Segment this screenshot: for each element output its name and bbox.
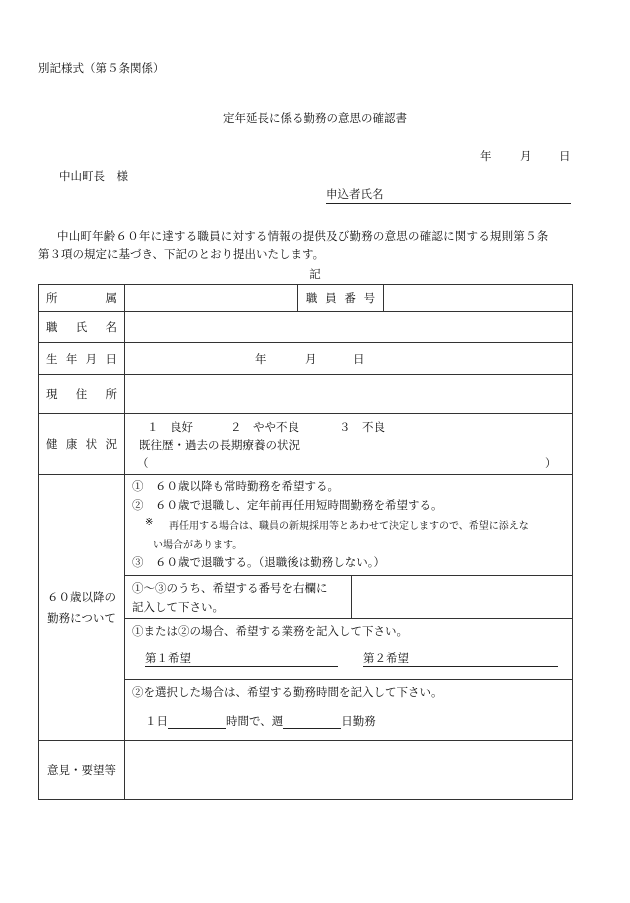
first-choice-label: 第１希望	[145, 651, 191, 665]
health-option-fair[interactable]: ２ やや不良	[230, 419, 299, 434]
birth-year-label: 年	[255, 351, 267, 366]
hours-mid: 時間で、週	[226, 714, 284, 728]
note-mark: ※	[145, 517, 154, 528]
birthdate-label-cell	[39, 343, 125, 375]
affiliation-label-char: 所	[46, 291, 58, 305]
address-row	[39, 375, 573, 414]
position-name-label-cell	[39, 312, 125, 343]
hours-line	[145, 713, 376, 729]
document-title: 定年延長に係る勤務の意思の確認書	[223, 111, 407, 125]
work-label-line-2: 勤務について	[47, 610, 116, 625]
second-choice-label: 第２希望	[363, 651, 409, 665]
health-label-char: 健	[46, 437, 58, 451]
date-month-label: 月	[520, 149, 532, 163]
staff-number-label-char: 号	[363, 291, 376, 305]
position-name-label-char: 氏	[75, 320, 88, 334]
paren-open: （	[137, 455, 149, 470]
chosen-number-input-cell[interactable]	[352, 576, 572, 618]
birthdate-row	[39, 343, 573, 375]
position-name-input-cell[interactable]	[125, 312, 573, 343]
medical-history-label: 既往歴・過去の長期療養の状況	[139, 437, 300, 452]
choose-line-2: 記入して下さい。	[132, 600, 224, 614]
work-after-60-row	[39, 475, 573, 741]
staff-number-label	[297, 285, 384, 311]
birthdate-label-char: 日	[105, 351, 117, 366]
birthdate-label-char: 生	[46, 351, 58, 366]
opinion-input-cell[interactable]	[125, 741, 573, 800]
applicant-name-field[interactable]	[326, 186, 571, 204]
choose-number-block	[125, 575, 572, 618]
health-label-cell	[39, 414, 125, 475]
health-option-poor[interactable]: ３ 不良	[339, 419, 385, 434]
work-after-60-label-cell	[39, 475, 125, 741]
address-label-char: 住	[75, 387, 88, 401]
birth-day-label: 日	[353, 351, 365, 366]
duty-instruction: ①または②の場合、希望する業務を記入して下さい。	[132, 624, 408, 638]
hours-instruction: ②を選択した場合は、希望する勤務時間を記入して下さい。	[132, 685, 443, 699]
health-label-char: 康	[65, 437, 78, 451]
position-name-row	[39, 312, 573, 343]
desired-hours-block	[125, 679, 572, 740]
work-options-block	[125, 475, 572, 575]
note-line-2: い場合があります。	[153, 540, 243, 551]
birthdate-label-char: 月	[85, 351, 98, 366]
opinion-label: 意見・要望等	[47, 763, 116, 777]
intro-line-1: 中山町年齢６０年に達する職員に対する情報の提供及び勤務の意思の確認に関する規則第５条	[57, 229, 549, 243]
staff-number-label-char: 職	[305, 291, 318, 305]
opinion-label-cell	[39, 741, 125, 800]
health-input-cell[interactable]	[125, 414, 573, 475]
hours-prefix: １日	[145, 714, 168, 728]
choose-line-1: ①～③のうち、希望する番号を右欄に	[132, 581, 328, 595]
work-option-1[interactable]: ① ６０歳以降も常時勤務を希望する。	[132, 479, 339, 493]
affiliation-label-char: 属	[105, 291, 117, 305]
address-input-cell[interactable]	[125, 375, 573, 414]
health-row	[39, 414, 573, 475]
opinion-row	[39, 741, 573, 800]
work-label-line-1: ６０歳以降の	[47, 589, 116, 604]
staff-number-label-char: 員	[325, 291, 337, 305]
date-year-label: 年	[480, 149, 492, 163]
first-choice-field[interactable]	[145, 650, 338, 667]
health-label-char: 況	[105, 437, 117, 451]
birthdate-input-cell[interactable]	[125, 343, 573, 375]
paren-close: ）	[545, 455, 557, 470]
address-label-char: 所	[105, 387, 117, 401]
choose-number-instructions	[125, 576, 352, 618]
work-option-2[interactable]: ② ６０歳で退職し、定年前再任用短時間勤務を希望する。	[132, 498, 443, 512]
second-choice-field[interactable]	[363, 650, 558, 667]
applicant-name-label: 申込者氏名	[326, 187, 384, 201]
ki-heading: 記	[309, 267, 321, 281]
health-label-char: 状	[85, 437, 98, 451]
date-day-label: 日	[559, 149, 571, 163]
desired-duty-block	[125, 618, 572, 679]
birth-month-label: 月	[305, 351, 317, 366]
health-option-good[interactable]: １ 良好	[147, 419, 193, 434]
address-label-char: 現	[46, 387, 58, 401]
hours-suffix: 日勤務	[341, 714, 376, 728]
form-reference: 別記様式（第５条関係）	[38, 61, 165, 75]
addressee: 中山町長 様	[59, 169, 128, 183]
intro-line-2: 第３項の規定に基づき、下記のとおり提出いたします。	[38, 247, 325, 261]
note-line-1: 再任用する場合は、職員の新規採用等とあわせて決定しますので、希望に添えな	[169, 521, 529, 532]
position-name-label-char: 名	[105, 320, 117, 334]
address-label-cell	[39, 375, 125, 414]
work-option-3[interactable]: ③ ６０歳で退職する。（退職後は勤務しない。）	[132, 555, 385, 569]
affiliation-label-cell	[39, 285, 125, 312]
staff-number-label-char: 番	[344, 291, 356, 305]
staff-number-input-cell[interactable]	[381, 285, 573, 312]
weekly-days-input[interactable]	[283, 714, 341, 729]
work-after-60-content-cell	[125, 475, 573, 741]
position-name-label-char: 職	[46, 320, 58, 334]
confirmation-form-table	[38, 284, 573, 800]
birthdate-label-char: 年	[65, 351, 78, 366]
daily-hours-input[interactable]	[168, 714, 226, 729]
